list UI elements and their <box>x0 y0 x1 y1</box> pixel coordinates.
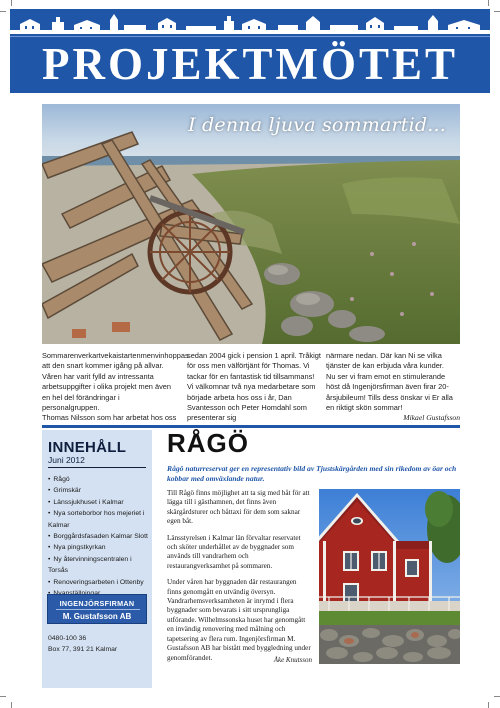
issue-date: Juni 2012 <box>48 455 85 465</box>
company-address: Box 77, 391 21 Kalmar <box>48 646 118 653</box>
intro-column-1 <box>42 351 189 424</box>
intro-column-2 <box>187 351 322 424</box>
masthead <box>10 9 490 93</box>
article-paragraph: Till Rågö finns möjlighet att ta sig med båt för att lägga till i gästhamnen, det finns även skärgårdsturer och båttaxi för dem som saknar egen båt. <box>167 489 310 526</box>
crop-mark <box>494 11 500 12</box>
toc-divider <box>48 467 146 468</box>
toc-item[interactable]: • Länssjukhuset i Kalmar <box>48 497 152 508</box>
town-skyline-illustration <box>10 11 490 37</box>
intro-column-3 <box>326 351 460 424</box>
article-body <box>167 489 311 663</box>
hero-caption: I denna ljuva sommartid... <box>188 114 446 136</box>
intro-paragraph: Sommarenverkartvekaistartenmenvinhoppas att den snart kommer igång på allvar. Våren har varit fylld av intressanta arbetsuppgifter i olika projekt men även en hel del förändringar i personalgruppen. <box>42 351 189 413</box>
toc-item[interactable]: • Borggårdsfasaden Kalmar Slott <box>48 531 152 542</box>
intro-paragraph: Thomas Nilsson som har arbetat hos oss <box>42 413 177 423</box>
newsletter-title: PROJEKTMÖTET <box>41 39 459 89</box>
crop-mark <box>488 0 489 6</box>
crop-mark <box>0 11 6 12</box>
article-lead: Rågö naturreservat ger en representativ bild av Tjustskärgården med sin rikedom av öar och kobbar med omväxlande natur. <box>167 464 457 483</box>
intro-paragraph: sedan 2004 gick i pension 1 april. Tråkigt för oss men välförtjänt för Thomas. Vi tackar för en fantastisk tid tillsammans! Vi välkomnar två nya medarbetare som började arbeta hos oss i år, Dan Svantesson och Peter Homdahl som presenterar sig <box>187 351 321 423</box>
company-phone: 0480-100 36 <box>48 635 87 642</box>
intro-paragraph: närmare nedan. Där kan Ni se vilka tjänster de kan erbjuda våra kunder. <box>326 351 444 371</box>
toc-item[interactable]: • Rågö <box>48 474 152 485</box>
intro-paragraph: Nu ser vi fram emot en stimulerande höst då Ingenjörsfirman även firar 20-årsjubileum! Tills dess önskar vi Er alla en riktigt skön sommar! <box>326 371 453 413</box>
article-author: Åke Knutsson <box>273 656 312 664</box>
article-paragraph: Under våren har byggnaden där restaurangen finns genomgått en utvändig översyn. Vandrarhemsverksamheten är inrymd i flera byggnader som bevarats i sitt ursprungliga utförande. Wilhelmssonska huset har genomgått en invändig renovering med målning och tapetsering av flera rum. Ingenjörsfirman M. Gustafsson AB har bistått med byggledning under genomförandet. <box>167 578 311 662</box>
crop-mark <box>11 0 12 6</box>
article-title: RÅGÖ <box>167 428 249 458</box>
toc-item[interactable]: • Nya pingstkyrkan <box>48 542 152 553</box>
crop-mark <box>488 702 489 708</box>
masthead-divider <box>10 36 490 37</box>
hero-photo <box>42 104 460 344</box>
toc-item[interactable]: • Nya sorteborbor hos mejeriet i Kalmar <box>48 508 152 531</box>
crop-mark <box>0 696 6 697</box>
seaside-wreck-illustration <box>42 104 460 344</box>
logo-divider <box>56 609 140 610</box>
toc-title: INNEHÅLL <box>48 439 127 456</box>
crop-mark <box>494 696 500 697</box>
article-paragraph: Länsstyrelsen i Kalmar län förvaltar reservatet och sköter underhållet av de byggnader som används till vandrarhem och restaurangverksamhet på sommaren. <box>167 533 301 570</box>
table-of-contents <box>42 430 152 688</box>
red-house-illustration <box>319 489 460 664</box>
toc-list <box>48 474 152 599</box>
toc-item[interactable]: • Ny återvinningscentralen i Torsås <box>48 554 152 577</box>
toc-item[interactable]: • Grimskär <box>48 485 152 496</box>
toc-item[interactable]: • Renoveringsarbeten i Ottenby <box>48 577 152 588</box>
company-logo-top: INGENJÖRSFIRMAN <box>59 599 135 608</box>
company-logo-name: M. Gustafsson AB <box>62 612 132 621</box>
intro-signature: Mikael Gustafsson <box>403 413 460 423</box>
crop-mark <box>11 702 12 708</box>
company-logo <box>47 594 147 624</box>
house-photo <box>319 489 460 664</box>
section-divider <box>42 425 460 428</box>
